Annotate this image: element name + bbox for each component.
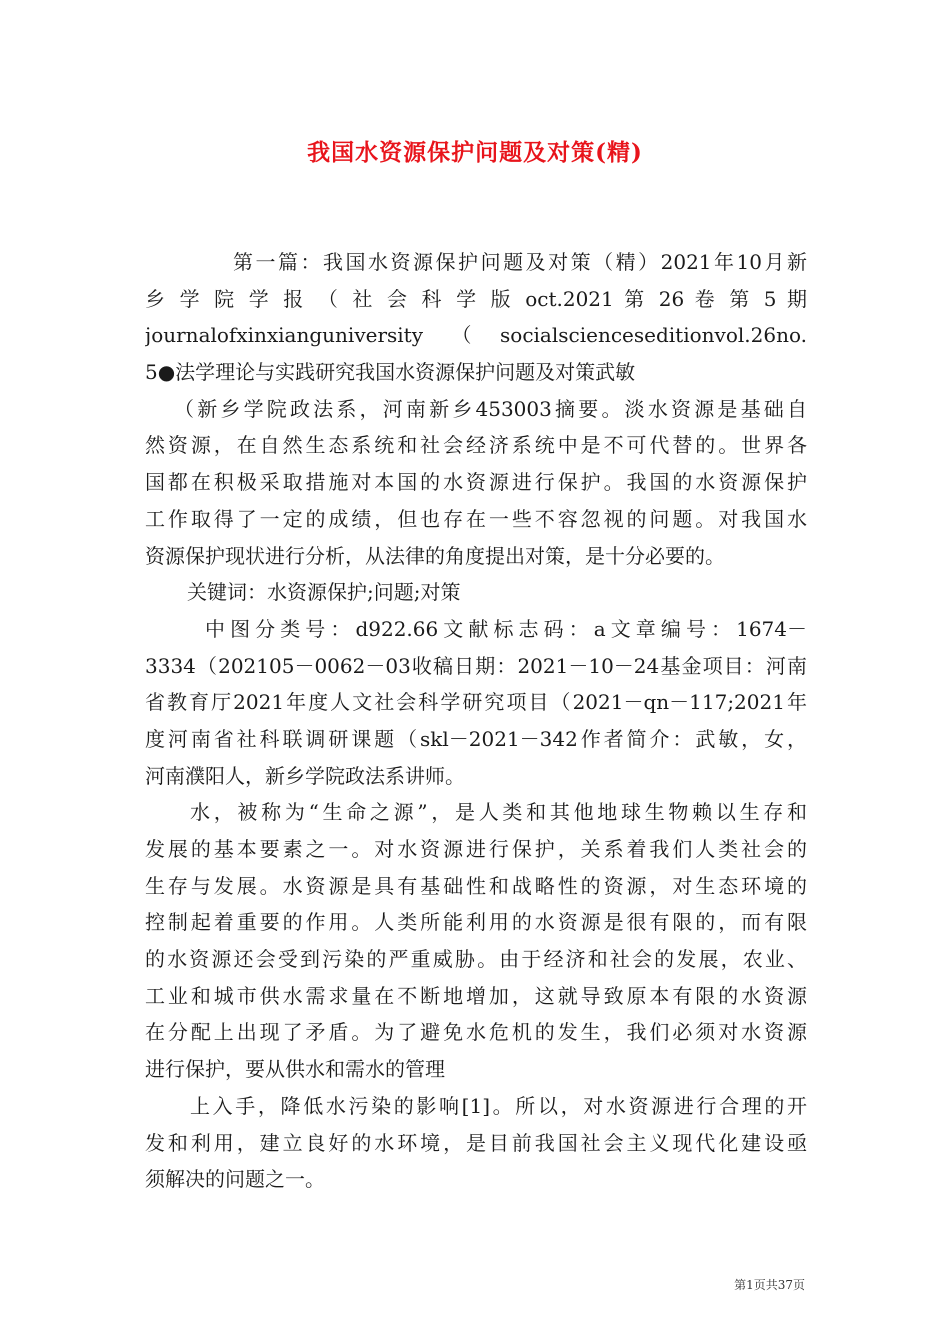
body-line: 国都在积极采取措施对本国的水资源进行保护。我国的水资源保护 bbox=[145, 470, 807, 495]
body-line: 工作取得了一定的成绩，但也存在一些不容忽视的问题。对我国水 bbox=[145, 506, 807, 531]
body-line: 第一篇：我国水资源保护问题及对策（精）2021年10月新 bbox=[233, 250, 807, 274]
body-line: （新乡学院政法系，河南新乡453003摘要。淡水资源是基础自 bbox=[174, 396, 807, 421]
body-line: 中图分类号：d922.66文献标志码：a文章编号：1674－ bbox=[205, 616, 807, 641]
document-title: 我国水资源保护问题及对策(精) bbox=[307, 139, 643, 166]
body-line: 水，被称为“生命之源”，是人类和其他地球生物赖以生存和 bbox=[190, 800, 807, 825]
body-line: 上入手，降低水污染的影响[1]。所以，对水资源进行合理的开 bbox=[190, 1093, 807, 1118]
body-line: 的水资源还会受到污染的严重威胁。由于经济和社会的发展，农业、 bbox=[145, 947, 807, 972]
body-line: 5●法学理论与实践研究我国水资源保护问题及对策武敏 bbox=[145, 360, 636, 385]
body-line: 乡 学 院 学 报 （ 社 会 科 学 版 oct.2021 第 26 卷 第 5 期 bbox=[145, 286, 807, 311]
body-line: 度河南省社科联调研课题（skl－2021－342作者简介：武敏，女， bbox=[145, 726, 807, 751]
body-line: 省教育厅2021年度人文社会科学研究项目（2021－qn－117;2021年 bbox=[145, 690, 807, 715]
body-line: 控制起着重要的作用。人类所能利用的水资源是很有限的，而有限 bbox=[145, 910, 807, 935]
body-line: 关键词：水资源保护;问题;对策 bbox=[187, 580, 461, 605]
body-line: 生存与发展。水资源是具有基础性和战略性的资源，对生态环境的 bbox=[145, 873, 807, 898]
body-line: 河南濮阳人，新乡学院政法系讲师。 bbox=[145, 763, 465, 788]
body-line: 然资源，在自然生态系统和社会经济系统中是不可代替的。世界各 bbox=[145, 433, 807, 458]
body-line: 在分配上出现了矛盾。为了避免水危机的发生，我们必须对水资源 bbox=[145, 1020, 807, 1045]
body-line: 3334（202105－0062－03收稿日期：2021－10－24基金项目：河南 bbox=[145, 653, 807, 678]
body-line: 工业和城市供水需求量在不断地增加，这就导致原本有限的水资源 bbox=[145, 983, 807, 1008]
body-line: journalofxinxianguniversity（socialscienceseditionvol.26no. bbox=[145, 323, 807, 348]
body-line: 进行保护，要从供水和需水的管理 bbox=[145, 1057, 445, 1082]
body-line: 发和利用，建立良好的水环境，是目前我国社会主义现代化建设亟 bbox=[145, 1130, 807, 1155]
body-line: 须解决的问题之一。 bbox=[145, 1167, 325, 1192]
document-body bbox=[145, 244, 807, 1198]
body-line: 资源保护现状进行分析，从法律的角度提出对策，是十分必要的。 bbox=[145, 543, 725, 568]
page-number: 第1页共37页 bbox=[734, 1278, 805, 1292]
body-line: 发展的基本要素之一。对水资源进行保护，关系着我们人类社会的 bbox=[145, 837, 807, 861]
